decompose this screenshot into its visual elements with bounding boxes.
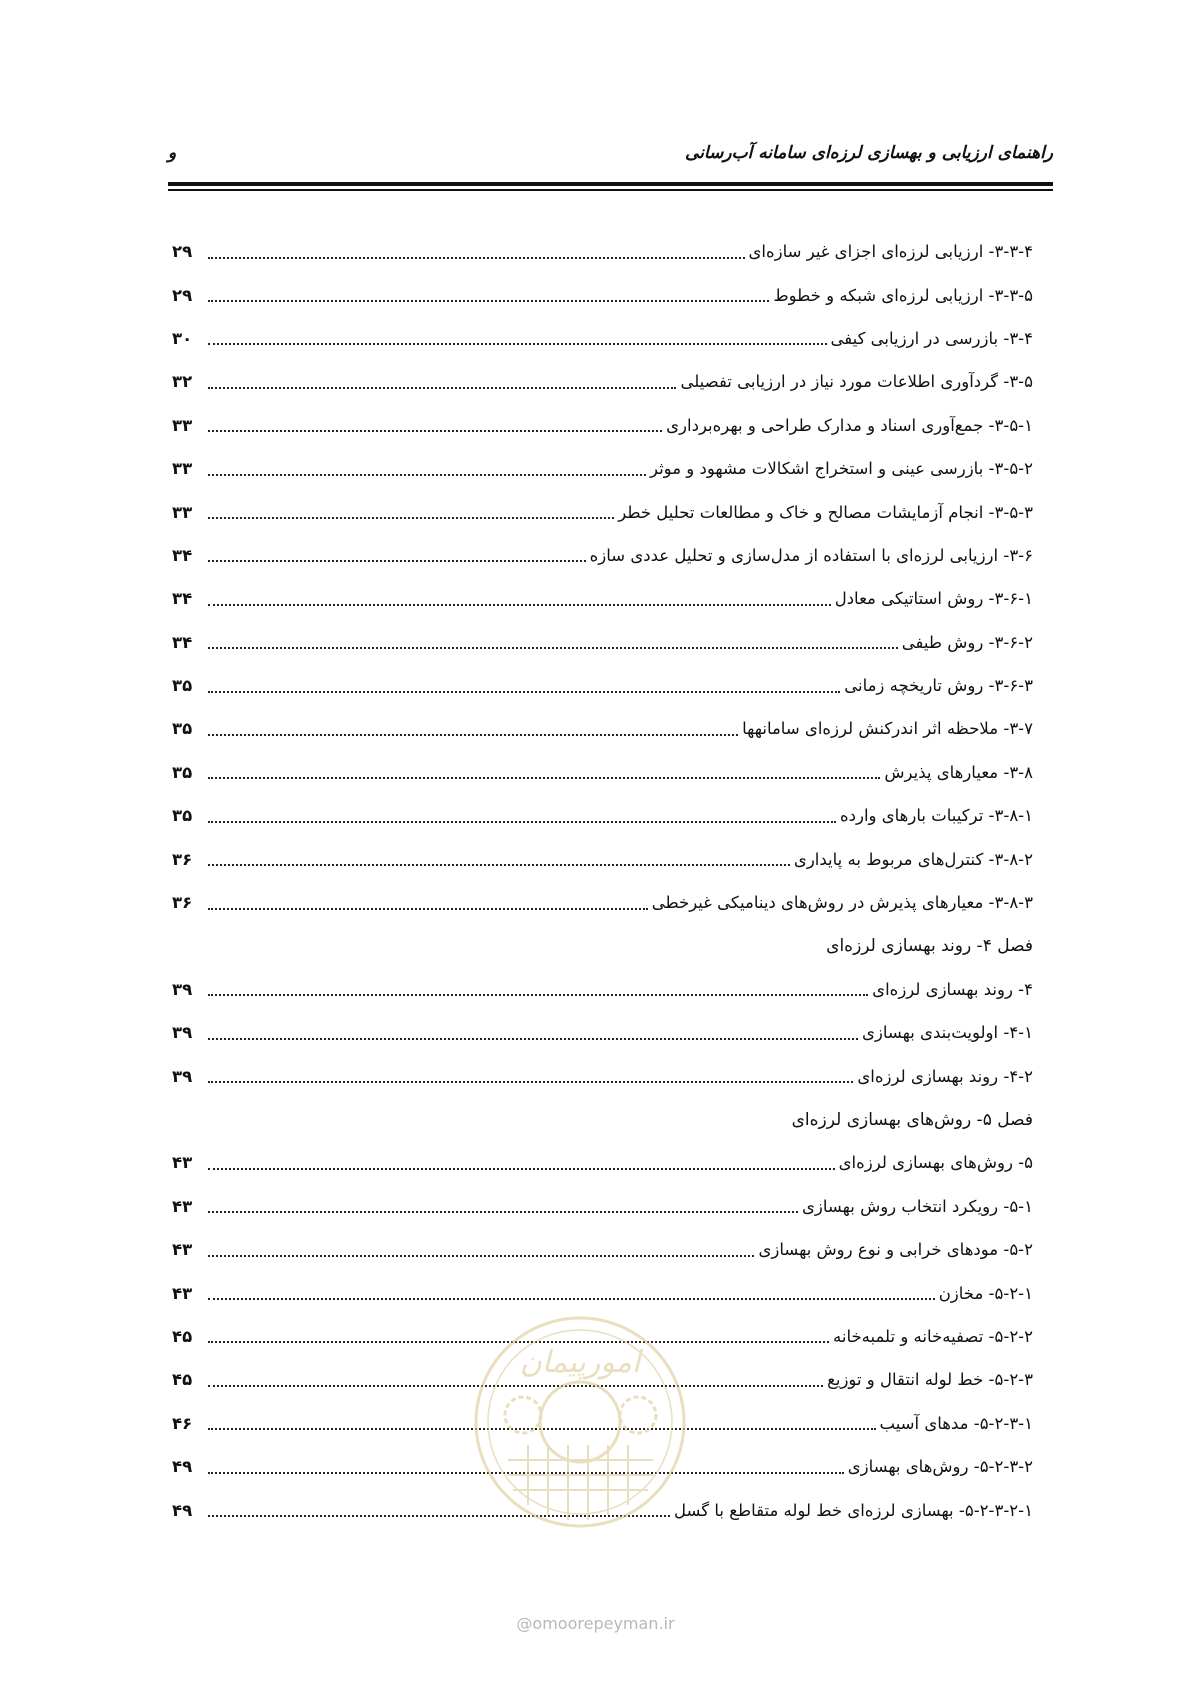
toc-entry [172,968,1033,1011]
toc-page-number: ۴۹ [172,1500,193,1520]
toc-dot-leader [208,1211,798,1213]
toc-dot-leader [208,908,648,910]
toc-entry-title: ۳-۸- معیارهای پذیرش [884,762,1033,782]
toc-page-number: ۴۵ [172,1326,193,1346]
toc-chapter-heading [172,924,1033,967]
toc-entry-title: ۵-۲-۳-۱- مدهای آسیب [879,1413,1033,1433]
toc-dot-leader [208,691,840,693]
toc-entry-title: ۵-۲-۳- خط لوله انتقال و توزیع [827,1370,1033,1390]
toc-entry-title: ۳-۵-۲- بازرسی عینی و استخراج اشکالات مشهود و موثر [649,459,1033,479]
toc-entry-title: ۳-۸-۲- کنترل‌های مربوط به پایداری [793,849,1033,869]
toc-entry-title: ۴- روند بهسازی لرزه‌ای [872,979,1033,999]
toc-page-number: ۳۴ [172,632,193,652]
toc-dot-leader [208,474,646,476]
toc-page-number: ۳۵ [172,676,193,696]
toc-entry [172,794,1033,837]
toc-dot-leader [208,387,676,389]
toc-entry [172,1271,1033,1314]
toc-entry [172,1011,1033,1054]
toc-entry [172,447,1033,490]
page-header [168,143,1053,173]
seal-text: امورپیمان [519,1345,641,1380]
toc-entry-title: ۵-۲-۲- تصفیه‌خانه و تلمبه‌خانه [833,1326,1033,1346]
toc-entry-title: ۳-۵-۳- انجام آزمایشات مصالح و خاک و مطالعات تحلیل خطر [618,502,1033,522]
toc-page-number: ۳۹ [172,1066,193,1086]
header-rule-thick [168,182,1053,186]
toc-dot-leader [208,1298,935,1300]
toc-entry-title: ۳-۵-۱- جمع‌آوری اسناد و مدارک طراحی و بهره‌برداری [666,415,1033,435]
toc-entry-title: ۵-۱- رویکرد انتخاب روش بهسازی [802,1196,1033,1216]
toc-chapter-heading [172,1098,1033,1141]
toc-page-number: ۴۳ [172,1196,193,1216]
toc-dot-leader [208,517,614,519]
toc-page-number: ۳۲ [172,372,193,392]
toc-dot-leader [208,864,790,866]
toc-page-number: ۴۳ [172,1153,193,1173]
toc-page-number: ۳۰ [172,328,193,348]
toc-entry-title: ۳-۶-۳- روش تاریخچه زمانی [844,676,1033,696]
toc-page-number: ۳۵ [172,762,193,782]
toc-entry [172,577,1033,620]
toc-entry-title: ۳-۴- بازرسی در ارزیابی کیفی [830,328,1033,348]
toc-entry-title: ۳-۷- ملاحظه اثر اندرکنش لرزه‌ای سامانهها [742,719,1033,739]
toc-page-number: ۳۶ [172,893,193,913]
header-rule-thin [168,189,1053,191]
seal-watermark-icon [468,1310,693,1535]
toc-page-number: ۲۹ [172,242,193,262]
toc-entry-title: ۳-۶-۱- روش استاتیکی معادل [834,589,1033,609]
toc-entry [172,534,1033,577]
toc-page-number: ۳۵ [172,806,193,826]
toc-page-number: ۴۶ [172,1413,193,1433]
watermark-site: @omoorepeyman.ir [516,1614,675,1633]
toc-dot-leader [208,1168,835,1170]
toc-entry [172,1054,1033,1097]
toc-page-number: ۴۳ [172,1283,193,1303]
toc-entry-title: ۳-۸-۳- معیارهای پذیرش در روش‌های دینامیکی غیرخطی [651,893,1033,913]
toc-entry-title: ۳-۶- ارزیابی لرزه‌ای با استفاده از مدل‌سازی و تحلیل عددی سازه [589,545,1033,565]
page-number-label: و [168,143,177,163]
toc-entry [172,317,1033,360]
toc-page-number: ۳۳ [172,502,193,522]
toc-entry [172,621,1033,664]
toc-dot-leader [208,821,836,823]
toc-entry [172,230,1033,273]
toc-entry [172,664,1033,707]
toc-dot-leader [208,430,662,432]
toc-page-number: ۳۳ [172,459,193,479]
toc-entry [172,1141,1033,1184]
toc-dot-leader [208,994,868,996]
toc-page-number: ۳۳ [172,415,193,435]
toc-dot-leader [208,560,586,562]
toc-entry [172,1228,1033,1271]
toc-entry-title: ۵-۲- مودهای خرابی و نوع روش بهسازی [758,1240,1033,1260]
toc-dot-leader [208,1038,858,1040]
toc-entry-title: ۴-۱- اولویت‌بندی بهسازی [861,1023,1033,1043]
toc-entry [172,404,1033,447]
toc-page-number: ۳۹ [172,979,193,999]
toc-entry-title: فصل ۵- روش‌های بهسازی لرزه‌ای [791,1109,1033,1130]
toc-entry [172,360,1033,403]
toc-dot-leader [208,300,769,302]
toc-entry-title: ۳-۶-۲- روش طیفی [901,632,1033,652]
toc-entry [172,707,1033,750]
toc-entry-title: ۵-۲-۳-۲- روش‌های بهسازی [847,1457,1033,1477]
toc-entry-title: ۵- روش‌های بهسازی لرزه‌ای [838,1153,1033,1173]
toc-page-number: ۳۶ [172,849,193,869]
toc-entry-title: ۳-۸-۱- ترکیبات بارهای وارده [839,806,1033,826]
toc-entry-title: ۵-۲-۱- مخازن [938,1283,1033,1303]
toc-dot-leader [208,604,831,606]
toc-entry [172,751,1033,794]
toc-page-number: ۳۵ [172,719,193,739]
toc-page-number: ۴۳ [172,1240,193,1260]
toc-dot-leader [208,777,880,779]
toc-entry [172,1185,1033,1228]
toc-page-number: ۳۴ [172,545,193,565]
toc-dot-leader [208,734,738,736]
toc-entry [172,881,1033,924]
toc-entry-title: ۳-۳-۵- ارزیابی لرزه‌ای شبکه و خطوط [773,285,1033,305]
toc-dot-leader [208,1081,853,1083]
document-title: راهنمای ارزیابی و بهسازی لرزه‌ای سامانه آب‌رسانی [685,143,1053,163]
toc-page-number: ۴۵ [172,1370,193,1390]
toc-page-number: ۲۹ [172,285,193,305]
toc-page-number: ۳۹ [172,1023,193,1043]
toc-entry [172,837,1033,880]
toc-entry-title: ۳-۵- گردآوری اطلاعات مورد نیاز در ارزیابی تفصیلی [680,372,1033,392]
toc-dot-leader [208,257,745,259]
toc-dot-leader [208,1255,754,1257]
toc-entry [172,273,1033,316]
toc-entry-title: فصل ۴- روند بهسازی لرزه‌ای [826,935,1033,956]
toc-dot-leader [208,647,898,649]
toc-entry-title: ۴-۲- روند بهسازی لرزه‌ای [857,1066,1033,1086]
toc-entry-title: ۳-۳-۴- ارزیابی لرزه‌ای اجزای غیر سازه‌ای [748,242,1033,262]
toc-dot-leader [208,343,827,345]
toc-entry [172,490,1033,533]
toc-page-number: ۴۹ [172,1457,193,1477]
toc-page-number: ۳۴ [172,589,193,609]
toc-entry-title: ۵-۲-۳-۲-۱- بهسازی لرزه‌ای خط لوله متقاطع با گسل [674,1500,1033,1520]
